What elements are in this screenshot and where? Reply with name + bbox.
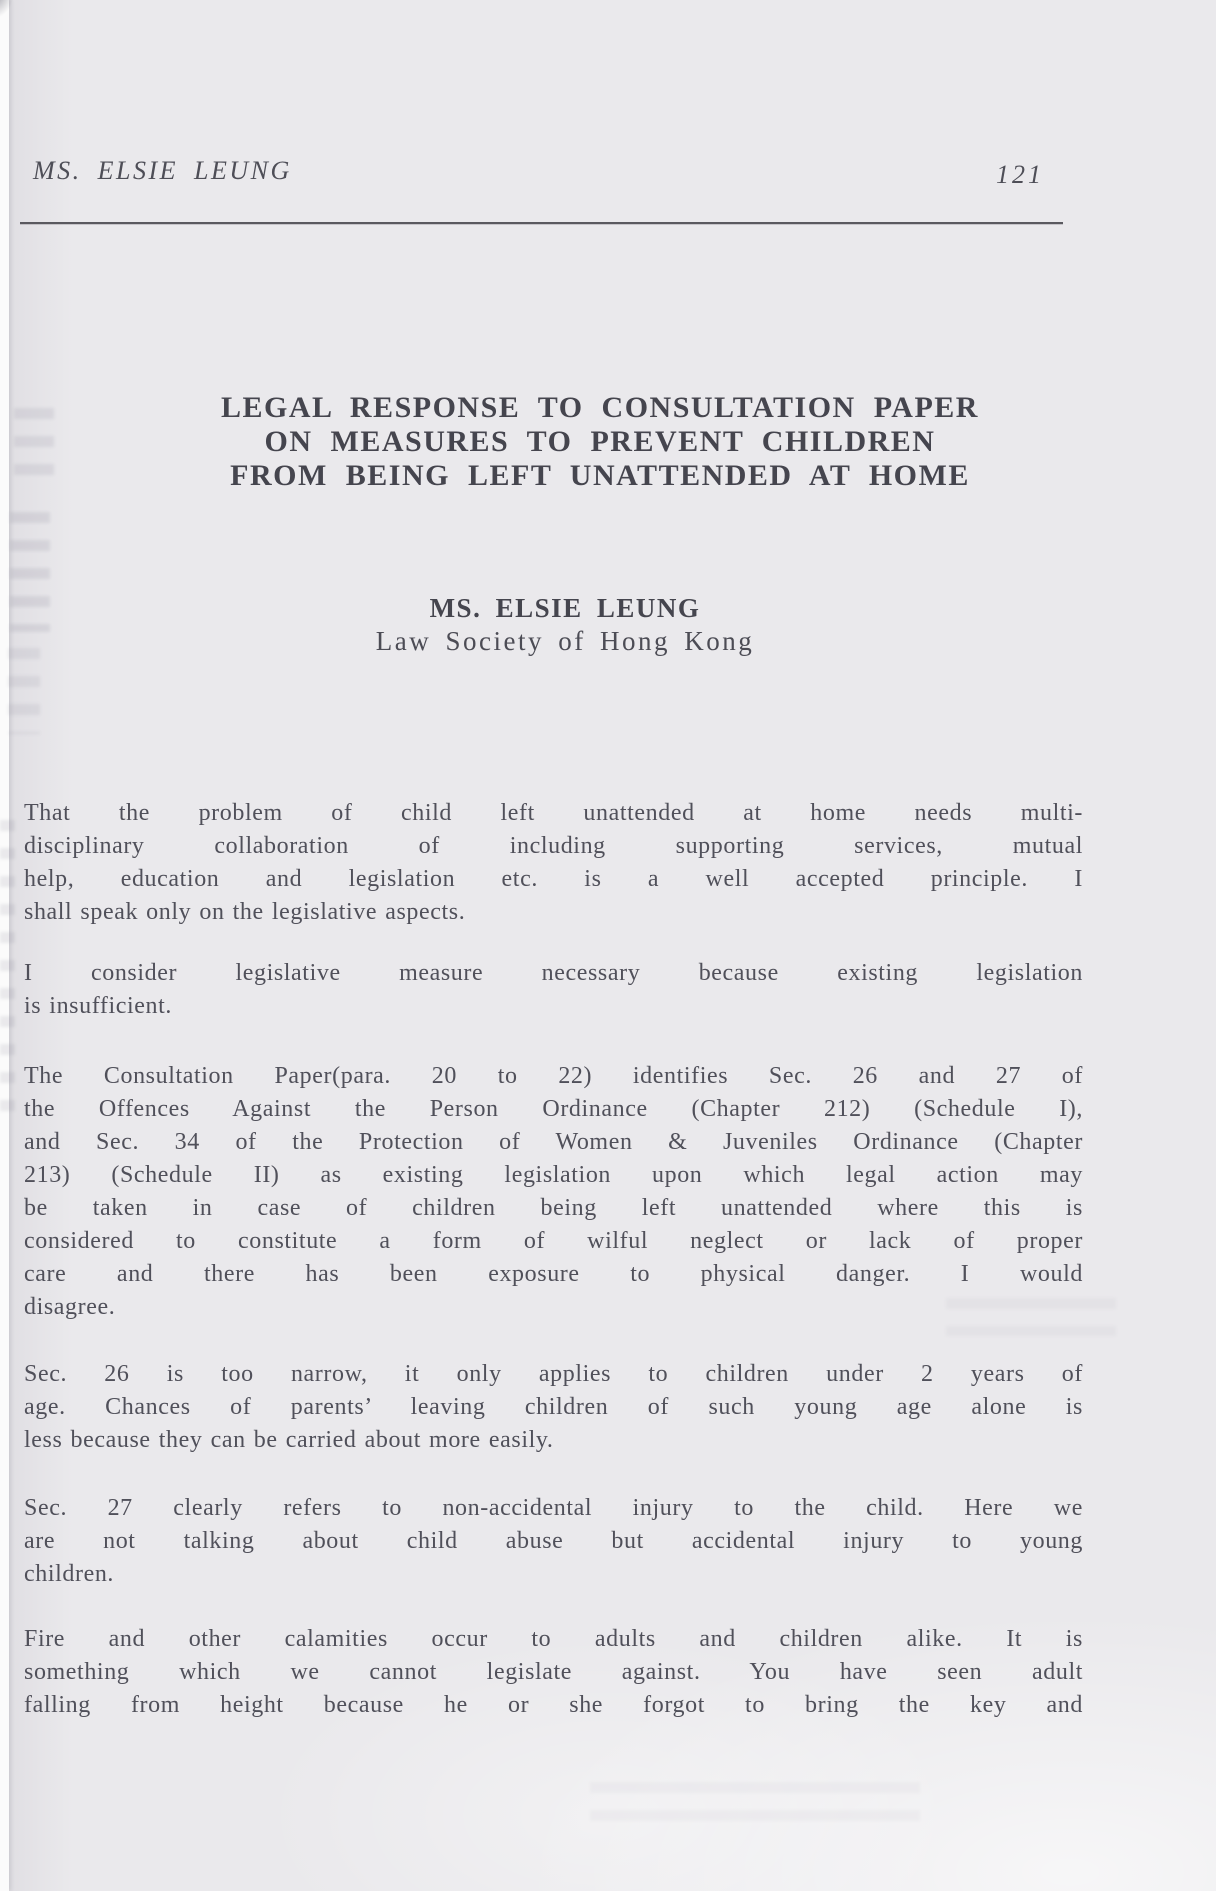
text-line: the Offences Against the Person Ordinance (Chapter 212) (Schedule I),: [24, 1096, 1083, 1122]
paragraph: [24, 797, 1083, 929]
author-name: MS. ELSIE LEUNG: [429, 593, 701, 623]
paragraph: [24, 1623, 1083, 1722]
text-line: be taken in case of children being left unattended where this is: [24, 1195, 1083, 1221]
running-header-title: MS. ELSIE LEUNG: [33, 156, 292, 185]
text-line: age. Chances of parents’ leaving children of such young age alone is: [24, 1394, 1083, 1420]
text-line: disagree.: [24, 1294, 116, 1320]
text-line: Fire and other calamities occur to adults and children alike. It is: [24, 1626, 1083, 1652]
text-line: is insufficient.: [24, 993, 172, 1019]
document-title-line: FROM BEING LEFT UNATTENDED AT HOME: [230, 459, 970, 492]
author-affiliation: Law Society of Hong Kong: [375, 626, 755, 656]
bleed-through-artifact: [8, 648, 40, 734]
text-line: 213) (Schedule II) as existing legislation upon which legal action may: [24, 1162, 1083, 1188]
paragraph: [24, 1358, 1083, 1457]
scan-edge-strip: [0, 0, 9, 1891]
text-line: Sec. 27 clearly refers to non-accidental injury to the child. Here we: [24, 1495, 1083, 1521]
text-line: considered to constitute a form of wilful neglect or lack of proper: [24, 1228, 1083, 1254]
paragraph: [24, 1060, 1083, 1324]
document-title: [0, 391, 1200, 493]
document-title-line: ON MEASURES TO PREVENT CHILDREN: [264, 425, 936, 458]
text-line: Sec. 26 is too narrow, it only applies to children under 2 years of: [24, 1361, 1083, 1387]
text-line: I consider legislative measure necessary because existing legislation: [24, 960, 1083, 986]
text-line: are not talking about child abuse but accidental injury to young: [24, 1528, 1083, 1554]
text-line: care and there has been exposure to physical danger. I would: [24, 1261, 1083, 1287]
scan-corner-shadow: [0, 0, 28, 38]
text-line: help, education and legislation etc. is a well accepted principle. I: [24, 866, 1083, 892]
paragraph: [24, 957, 1083, 1023]
text-line: That the problem of child left unattended at home needs multi-: [24, 800, 1083, 826]
text-line: disciplinary collaboration of including supporting services, mutual: [24, 833, 1083, 859]
text-line: and Sec. 34 of the Protection of Women & Juveniles Ordinance (Chapter: [24, 1129, 1083, 1155]
paragraph: [24, 1492, 1083, 1591]
text-line: shall speak only on the legislative aspects.: [24, 899, 466, 925]
author-block: [0, 592, 1130, 658]
header-rule: [20, 222, 1063, 224]
text-line: children.: [24, 1561, 115, 1587]
text-line: falling from height because he or she forgot to bring the key and: [24, 1692, 1083, 1718]
text-line: The Consultation Paper(para. 20 to 22) identifies Sec. 26 and 27 of: [24, 1063, 1083, 1089]
document-title-line: LEGAL RESPONSE TO CONSULTATION PAPER: [221, 391, 979, 424]
page-number: 121: [996, 160, 1044, 189]
text-line: something which we cannot legislate against. You have seen adult: [24, 1659, 1083, 1685]
bleed-through-artifact: [590, 1782, 920, 1834]
text-line: less because they can be carried about more easily.: [24, 1427, 554, 1453]
